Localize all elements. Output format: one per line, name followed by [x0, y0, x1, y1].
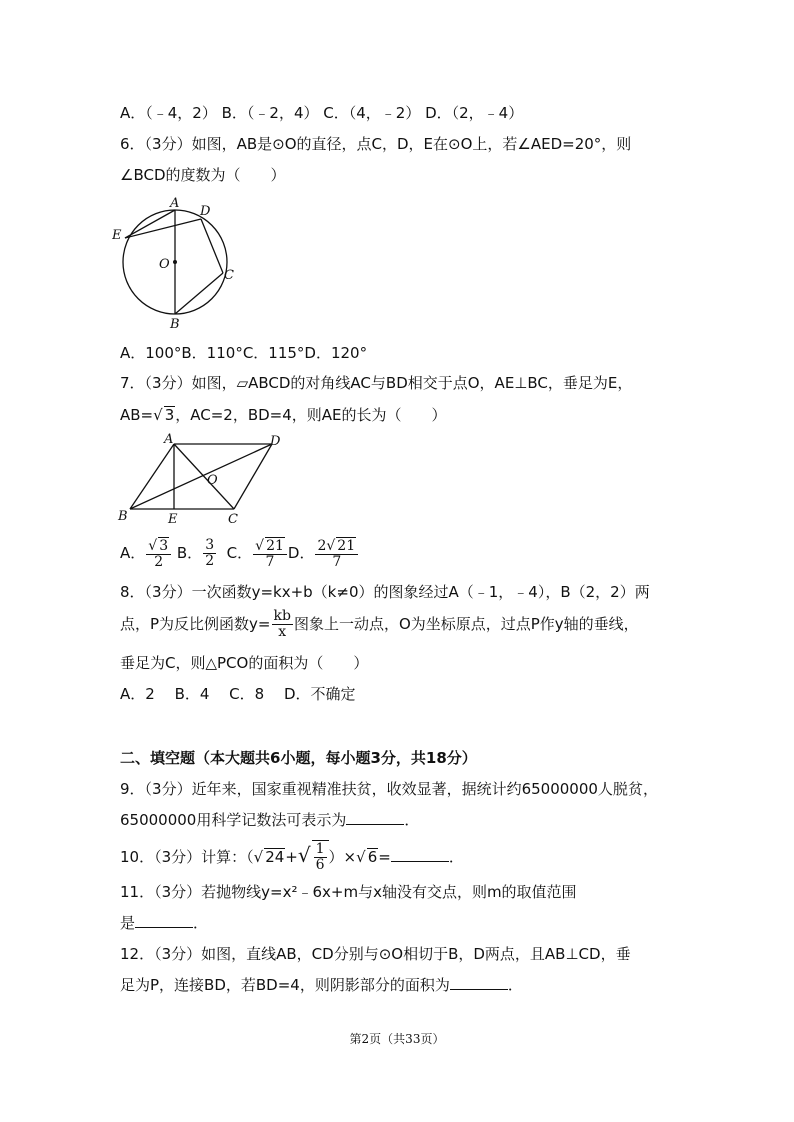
q7-option-a-frac: $\frac{√ 3}{2}$ [146, 537, 171, 570]
q7-option-c-label: C． [226, 544, 253, 562]
q6-chord-ea [125, 210, 175, 238]
q7-option-d-num: 21 [337, 538, 356, 554]
q7-option-a-num: 3 [159, 538, 169, 554]
q6-label-a: A [170, 196, 180, 211]
q6-label-d: D [200, 204, 211, 219]
q8-stem-line2 [120, 608, 639, 640]
q9-answer-blank[interactable] [346, 810, 404, 825]
q6-stem-line2: ∠BCD的度数为（ ） [120, 166, 286, 184]
q12-stem-line1: 12．（3分）如图，直线AB，CD分别与⊙O相切于B，D两点，且AB⊥CD，垂 [120, 945, 631, 963]
q8-stem-post: 图象上一动点，O为坐标原点，过点P作y轴的垂线， [293, 615, 639, 633]
q10-stem: 10．（3分）计算：（√ 24+√ $\frac{1}{6}$ ）×√ 6= ． [120, 841, 464, 873]
page-footer: 第2页（共33页） [349, 1032, 445, 1046]
q6-label-c: C [224, 268, 234, 283]
q7-option-c-num: 21 [266, 538, 284, 554]
q9-stem-text: 65000000用科学记数法可表示为 [120, 811, 347, 829]
q7-label-c: C [228, 512, 238, 527]
q7-option-b-frac [203, 538, 216, 569]
q7-ab-radicand: 3 [164, 406, 175, 424]
q6-label-o: O [159, 257, 170, 272]
q6-label-b: B [170, 317, 180, 330]
q10-times: ）× [328, 848, 357, 866]
q7-option-a-den: 2 [154, 554, 164, 570]
q7-option-b-label: B． [176, 544, 203, 562]
q10-frac-den: 6 [315, 857, 325, 873]
q12-stem-line2 [120, 975, 523, 995]
q6-stem-line1: 6．（3分）如图，AB是⊙O的直径，点C，D，E在⊙O上，若∠AED=20°，则 [120, 135, 632, 153]
q6-chord-dc [201, 219, 223, 273]
q11-stem-line2 [120, 913, 208, 933]
q12-answer-blank[interactable] [450, 975, 508, 990]
q7-diagonal-ac [174, 444, 234, 509]
q7-stem-line1: 7．（3分）如图，▱ABCD的对角线AC与BD相交于点O，AE⊥BC，垂足为E， [120, 374, 633, 392]
q7-option-b-num: 3 [205, 537, 215, 553]
q7-option-c-frac: $\frac{√ 21}{7}$ [253, 537, 287, 570]
q9-stem-line1: 9．（3分）近年来，国家重视精准扶贫，收效显著，据统计约65000000人脱贫， [120, 780, 658, 798]
q7-label-b: B [118, 509, 128, 524]
q7-option-c-den: 7 [265, 554, 275, 570]
q7-label-a: A [164, 432, 174, 447]
q11-stem-text: 是 [120, 914, 136, 932]
q7-options [120, 537, 359, 570]
q9-period: ． [404, 811, 420, 829]
q7-label-o: O [207, 473, 218, 488]
q10-period: ． [448, 848, 464, 866]
q10-frac-num: 1 [315, 841, 325, 857]
q8-options: A．2 B．4 C．8 D．不确定 [120, 685, 356, 703]
q11-period: ． [193, 914, 209, 932]
q7-label-e: E [168, 512, 178, 527]
q10-plus: + [285, 848, 298, 866]
q10-radicand-1: 24 [265, 848, 285, 866]
q7-label-d: D [270, 434, 281, 449]
q10-answer-blank[interactable] [391, 847, 449, 862]
q7-parallelogram-figure [112, 432, 292, 527]
q12-period: ． [507, 976, 523, 994]
q6-chord-ed [125, 219, 201, 238]
q10-fraction [314, 842, 327, 873]
q7-option-d-label: D． [287, 544, 315, 562]
q11-answer-blank[interactable] [135, 913, 193, 928]
q7-ab-eq: AB= [120, 406, 154, 424]
q8-stem-line3: 垂足为C，则△PCO的面积为（ ） [120, 654, 369, 672]
q7-stem-rest: ，AC=2，BD=4，则AE的长为（ ） [175, 406, 447, 424]
q12-stem-text: 足为P，连接BD，若BD=4，则阴影部分的面积为 [120, 976, 450, 994]
q7-option-d-coef: 2 [317, 538, 327, 554]
q7-option-b-den: 2 [205, 553, 215, 569]
section-2-title: 二、填空题（本大题共6小题，每小题3分，共18分） [120, 749, 477, 767]
q11-stem-line1: 11．（3分）若抛物线y=x²﹣6x+m与x轴没有交点，则m的取值范围 [120, 883, 577, 901]
q6-options: A．100°B．110°C．115°D．120° [120, 344, 368, 362]
q7-stem-line2: AB=√ 3，AC=2，BD=4，则AE的长为（ ） [120, 406, 447, 424]
q8-fraction [272, 609, 293, 640]
q10-pre: 10．（3分）计算：（ [120, 848, 254, 866]
q6-label-e: E [112, 228, 122, 243]
q7-option-d-den: 7 [332, 554, 342, 570]
q8-frac-num: kb [273, 608, 291, 624]
q8-stem-line1: 8．（3分）一次函数y=kx+b（k≠0）的图象经过A（﹣1，﹣4），B（2，2）两 [120, 583, 650, 601]
q6-center-point [173, 260, 177, 264]
q9-stem-line2 [120, 810, 419, 830]
q10-equals: = [378, 848, 391, 866]
q10-radicand-2: 6 [367, 848, 378, 866]
q7-option-a-label: A． [120, 544, 146, 562]
q8-frac-den: x [278, 624, 287, 640]
q5-options: A．（﹣4，2） B．（﹣2，4） C．（4，﹣2） D．（2，﹣4） [120, 104, 524, 122]
q7-side-dc [234, 444, 272, 509]
q6-circle-figure [112, 195, 247, 330]
q8-stem-pre: 点，P为反比例函数y= [120, 615, 271, 633]
q7-option-d-frac: $\frac{2√ 21}{7}$ [315, 537, 358, 570]
